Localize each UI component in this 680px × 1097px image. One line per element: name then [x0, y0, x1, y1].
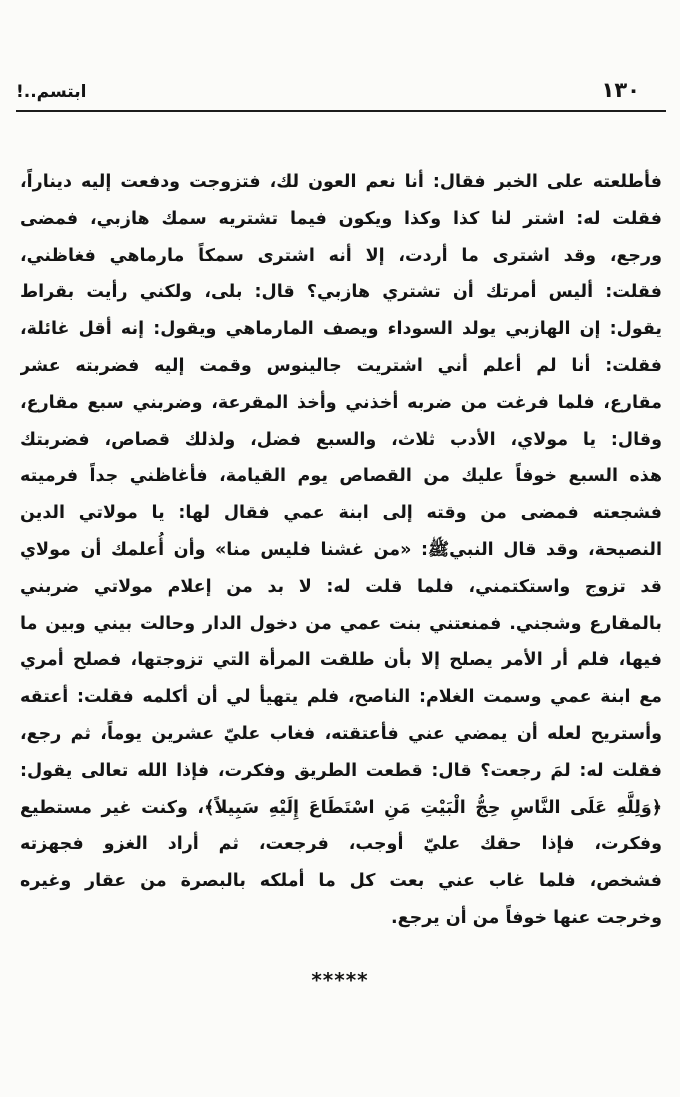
- text-line: وأستريح لعله أن يمضي عني فأعتقته، فغاب عليّ عشرين يوماً، ثم رجع،: [20, 723, 662, 744]
- text-line: فقلت: أليس أمرتك أن تشتري هازبي؟ قال: بلى، ولكني رأيت بقراط: [20, 282, 662, 303]
- text-line: هذه السبع خوفاً عليك من القصاص يوم القيامة، فأغاظني جداً فرميته: [20, 466, 662, 487]
- page-number: ١٣٠: [601, 78, 640, 102]
- text-line: بالمقارع وشجني. فمنعتني بنت عمي من دخول الدار وحالت بيني وبين ما: [20, 613, 662, 634]
- text-line: النصيحة، وقد قال النبيﷺ: «من غشنا فليس منا» وأن أُعلمك أن مولاي: [20, 539, 662, 560]
- text-line: يقول: إن الهازبي يولد السوداء ويصف المارماهي ويقول: إنه أقل غائلة،: [20, 319, 662, 340]
- text-line: مقارع، فلما فرغت من ضربه أخذني وأخذ المقرعة، وضربني سبع مقارع،: [20, 392, 662, 413]
- main-text: [20, 164, 662, 937]
- running-book-title: ابتسم..!: [16, 82, 87, 102]
- text-line: فأطلعته على الخبر فقال: أنا نعم العون لك، فتزوجت ودفعت إليه ديناراً،: [20, 172, 662, 192]
- text-line: وقال: يا مولاي، الأدب ثلاث، والسبع فضل، ولذلك قصاص، فضربتك: [20, 429, 662, 450]
- text-line: ورجع، وقد اشترى ما أردت، إلا أنه اشترى سمكاً مارماهي فغاظني،: [20, 245, 662, 266]
- text-line: فشجعته فمضى من وقته إلى ابنة عمي فقال لها: يا مولاتي الدين: [20, 503, 662, 524]
- text-line: فقلت له: اشتر لنا كذا وكذا ويكون فيما تشتريه سمك هازبي، فمضى: [20, 208, 662, 229]
- page-header: [16, 78, 640, 108]
- text-line: فشخص، فلما غاب عني بعت كل ما أملكه بالبصرة من عقار وغيره: [20, 871, 662, 892]
- text-line: فقلت له: لمَ رجعت؟ قال: قطعت الطريق وفكرت، فإذا الله تعالى يقول:: [20, 760, 662, 781]
- text-line: قد تزوج واستكتمني، فلما قلت له: لا بد من إعلام مولاتي ضربني: [20, 576, 662, 597]
- text-line: فيها، فلم أر الأمر يصلح إلا بأن طلقت المرأة التي تزوجتها، فصلح أمري: [20, 650, 662, 671]
- text-line: مع ابنة عمي وسمت الغلام: الناصح، فلم يتهيأ لي أن أكلمه فقلت: أعتقه: [20, 687, 662, 708]
- text-line: وخرجت عنها خوفاً من أن يرجع.: [390, 907, 662, 928]
- section-separator: *****: [311, 968, 369, 992]
- quran-verse-line: ﴿وَلِلَّهِ عَلَى النَّاسِ حِجُّ الْبَيْتِ مَنِ اسْتَطَاعَ إِلَيْهِ سَبِيلاً﴾، وكنت غير مستطيع: [20, 797, 662, 818]
- text-line: وفكرت، فإذا حقك عليّ أوجب، فرجعت، ثم أراد الغزو فجهزته: [20, 834, 662, 855]
- text-line: فقلت: أنا لم أعلم أني اشتريت جالينوس وقمت إليه فضربته عشر: [20, 355, 662, 376]
- header-divider: [16, 110, 666, 112]
